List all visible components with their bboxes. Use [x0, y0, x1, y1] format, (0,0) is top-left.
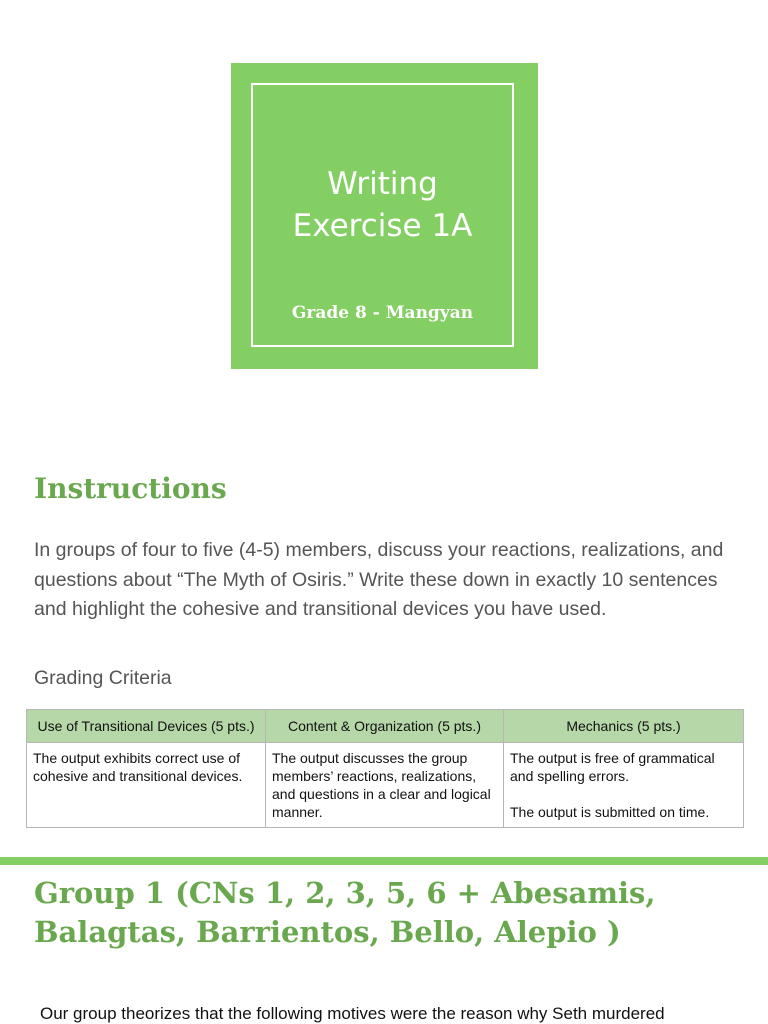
cell-text: The output is submitted on time.	[510, 804, 710, 820]
grading-criteria-label: Grading Criteria	[34, 667, 172, 689]
table-header-row	[27, 710, 744, 743]
instructions-body: In groups of four to five (4-5) members, discuss your reactions, realizations, and questions about “The Myth of Osiris.” Write these down in exactly 10 sentences and highlight the cohesive and transitional devices you have used.	[34, 539, 724, 620]
grading-criteria-table	[26, 709, 744, 828]
cell-content-organization	[266, 743, 504, 828]
group-heading: Group 1 (CNs 1, 2, 3, 5, 6 + Abesamis, Balagtas, Barrientos, Bello, Alepio )	[34, 876, 656, 949]
group-body-text: Our group theorizes that the following motives were the reason why Seth murdered	[40, 1004, 665, 1023]
cell-text: The output is free of grammatical and spelling errors.	[510, 750, 715, 784]
section-divider	[0, 857, 768, 865]
title-card-frame	[251, 83, 514, 347]
instructions-heading: Instructions	[34, 472, 227, 505]
title-line-1: Writing	[327, 166, 438, 202]
table-row	[27, 743, 744, 828]
cell-transitional-devices	[27, 743, 266, 828]
document-title	[253, 163, 512, 247]
title-card	[231, 63, 538, 369]
header-mechanics: Mechanics (5 pts.)	[504, 710, 744, 743]
cell-mechanics	[504, 743, 744, 828]
cell-text: The output exhibits correct use of cohesive and transitional devices.	[33, 750, 243, 784]
title-line-2: Exercise 1A	[292, 208, 473, 244]
header-transitional-devices: Use of Transitional Devices (5 pts.)	[27, 710, 266, 743]
header-content-organization: Content & Organization (5 pts.)	[266, 710, 504, 743]
cell-text: The output discusses the group members’ reactions, realizations, and questions in a clear and logical manner.	[272, 750, 491, 820]
document-subtitle: Grade 8 - Mangyan	[291, 303, 474, 323]
